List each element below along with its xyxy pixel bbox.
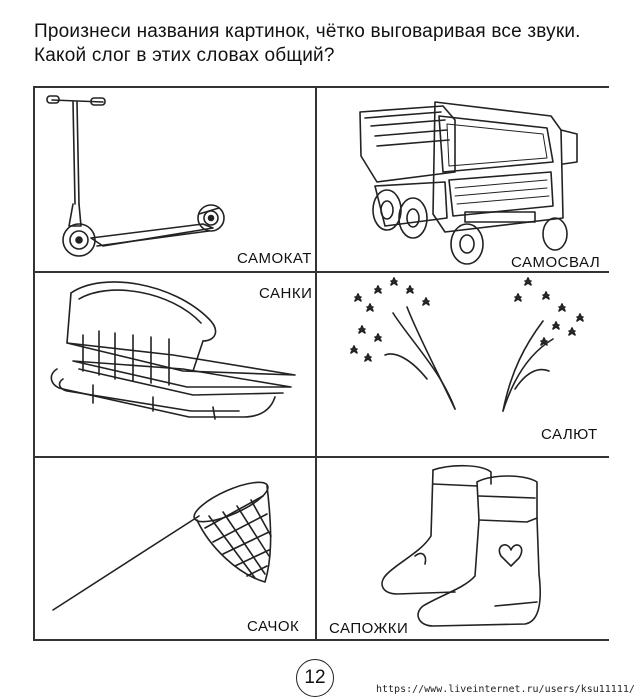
cell-butterfly-net [33, 456, 315, 639]
cell-scooter [33, 86, 315, 271]
instruction-line-2: Какой слог в этих словах общий? [34, 45, 335, 66]
butterfly-net-icon [33, 456, 315, 639]
cell-label: САНКИ [259, 285, 313, 302]
page-number: 12 [296, 659, 334, 697]
cell-label: САЛЮТ [541, 426, 598, 443]
cell-label: САМОСВАЛ [511, 254, 601, 271]
instruction-line-1: Произнеси названия картинок, чётко выговаривая все звуки. [34, 21, 581, 42]
instruction-text [34, 20, 634, 68]
scooter-icon [33, 86, 315, 271]
cell-fireworks [315, 271, 609, 456]
boots-icon [315, 456, 609, 639]
dump-truck-icon [315, 86, 609, 271]
cell-label: САМОКАТ [237, 250, 312, 267]
cell-label: САПОЖКИ [329, 620, 409, 637]
cell-sled [33, 271, 315, 456]
cell-label: САЧОК [247, 618, 300, 635]
grid-line [33, 639, 609, 641]
cell-boots [315, 456, 609, 639]
cell-dump-truck [315, 86, 609, 271]
picture-grid [33, 86, 609, 640]
watermark-url[interactable]: https://www.liveinternet.ru/users/ksu11111/ [376, 684, 635, 695]
